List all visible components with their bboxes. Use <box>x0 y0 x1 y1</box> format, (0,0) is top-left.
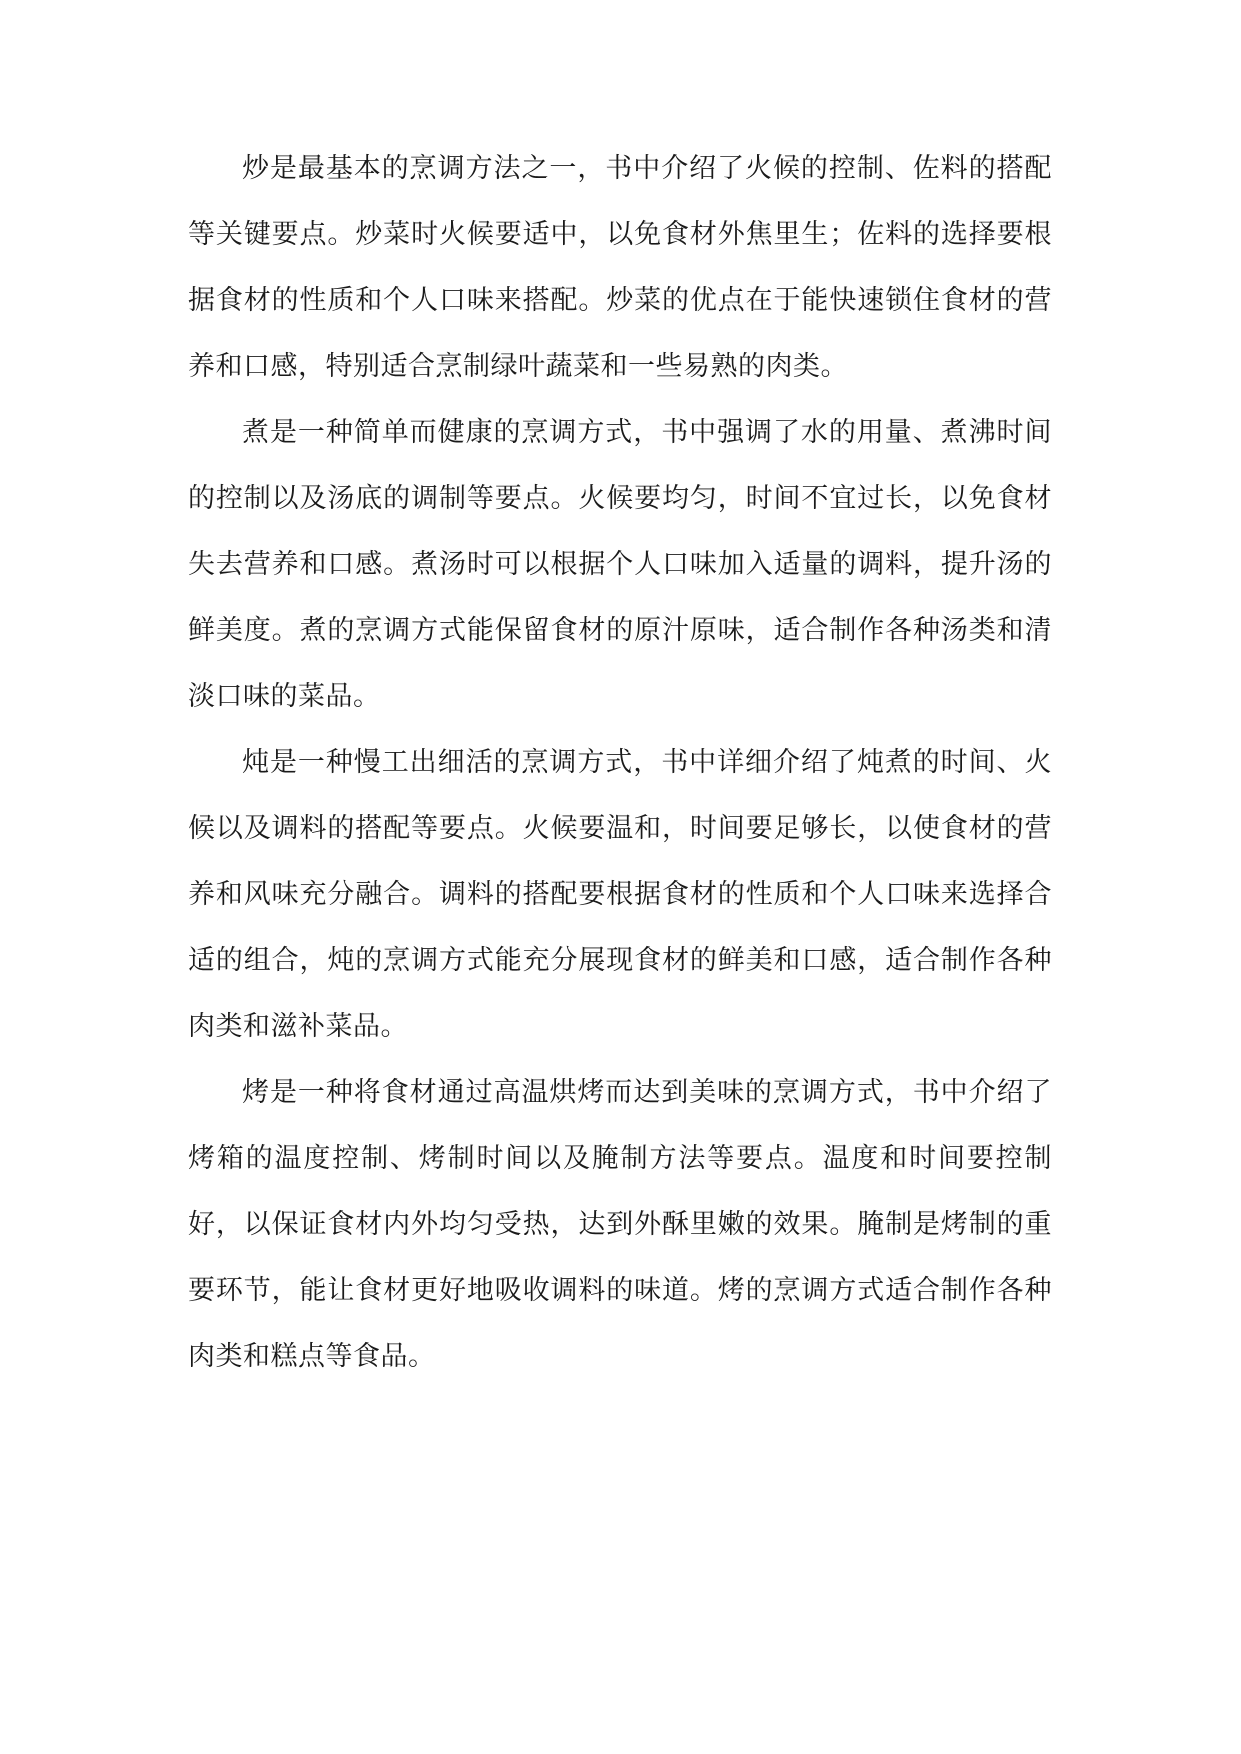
document-body <box>188 136 1052 1390</box>
paragraph-stew: 炖是一种慢工出细活的烹调方式，书中详细介绍了炖煮的时间、火候以及调料的搭配等要点。火候要温和，时间要足够长，以使食材的营养和风味充分融合。调料的搭配要根据食材的性质和个人口味来选择合适的组合，炖的烹调方式能充分展现食材的鲜美和口感，适合制作各种肉类和滋补菜品。 <box>188 747 1052 1042</box>
paragraph-boil: 煮是一种简单而健康的烹调方式，书中强调了水的用量、煮沸时间的控制以及汤底的调制等要点。火候要均匀，时间不宜过长，以免食材失去营养和口感。煮汤时可以根据个人口味加入适量的调料，提升汤的鲜美度。煮的烹调方式能保留食材的原汁原味，适合制作各种汤类和清淡口味的菜品。 <box>188 417 1052 712</box>
paragraph-stir-fry: 炒是最基本的烹调方法之一，书中介绍了火候的控制、佐料的搭配等关键要点。炒菜时火候要适中，以免食材外焦里生；佐料的选择要根据食材的性质和个人口味来搭配。炒菜的优点在于能快速锁住食材的营养和口感，特别适合烹制绿叶蔬菜和一些易熟的肉类。 <box>188 153 1052 382</box>
paragraph-roast: 烤是一种将食材通过高温烘烤而达到美味的烹调方式，书中介绍了烤箱的温度控制、烤制时间以及腌制方法等要点。温度和时间要控制好，以保证食材内外均匀受热，达到外酥里嫩的效果。腌制是烤制的重要环节，能让食材更好地吸收调料的味道。烤的烹调方式适合制作各种肉类和糕点等食品。 <box>188 1077 1052 1372</box>
